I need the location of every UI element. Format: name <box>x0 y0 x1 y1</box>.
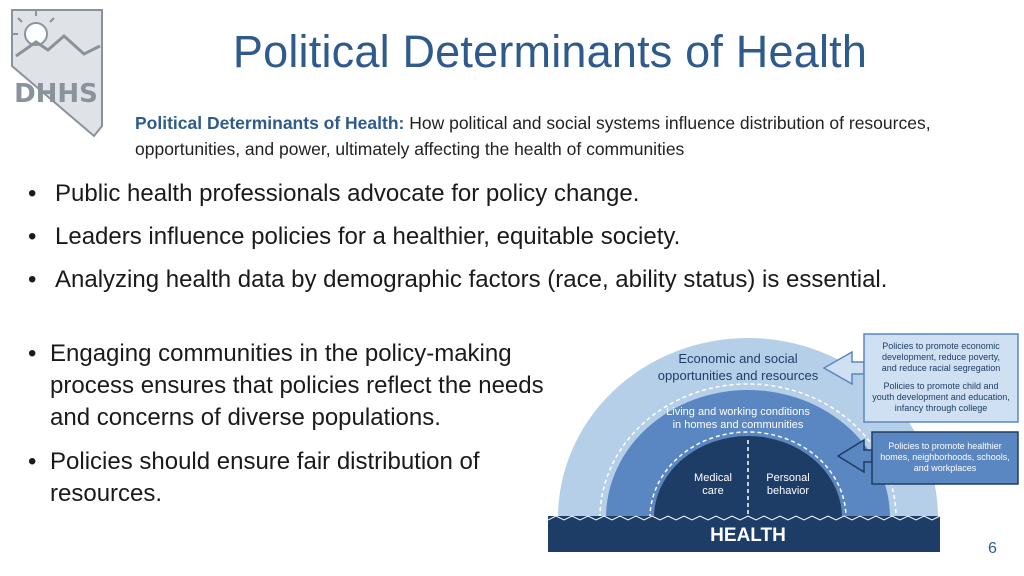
health-label: HEALTH <box>710 525 786 546</box>
inner-right-line1: Personal <box>766 472 810 484</box>
middle-label-line1: Living and working conditions <box>666 406 810 418</box>
bullet-text: Public health professionals advocate for policy change. <box>55 180 640 207</box>
health-determinants-diagram <box>548 330 1022 556</box>
bullet-text: Engaging communities in the policy-making process ensures that policies reflect the needs and concerns of diverse populations. <box>50 340 544 431</box>
policy-text: Policies to promote healthier <box>888 441 1002 451</box>
bullet-list-top <box>28 178 928 307</box>
bullet-item: • Public health professionals advocate for policy change. <box>28 180 640 207</box>
slide-title: Political Determinants of Health <box>232 26 868 77</box>
bullet-item: • Engaging communities in the policy-making process ensures that policies reflect the needs and concerns of diverse populations. <box>28 340 544 431</box>
policy-text: Policies to promote economic <box>882 341 1000 351</box>
policy-text: and workplaces <box>913 463 977 473</box>
inner-right-line2: behavior <box>766 485 810 497</box>
bullet-item: • Analyzing health data by demographic factors (race, ability status) is essential. <box>28 266 888 293</box>
middle-label-line2: in homes and communities <box>672 419 804 431</box>
policy-text: infancy through college <box>894 403 988 413</box>
bullet-item: • Policies should ensure fair distribution of resources. <box>28 448 480 507</box>
inner-left-line1: Medical <box>694 472 732 484</box>
page-number: 6 <box>988 540 997 557</box>
bullet-list-bottom <box>28 338 558 522</box>
bullet-item: • Leaders influence policies for a healthier, equitable society. <box>28 223 681 250</box>
outer-label-line2: opportunities and resources <box>657 368 819 383</box>
policy-text: Policies to promote child and <box>883 381 999 391</box>
bullet-text: Policies should ensure fair distribution of resources. <box>50 448 480 507</box>
definition-body: How political and social systems influence distribution of resources, opportunities, and power, ultimately affecting the health of communities <box>135 113 931 159</box>
policy-text: development, reduce poverty, <box>882 352 1000 362</box>
policy-text: homes, neighborhoods, schools, <box>880 452 1010 462</box>
dhhs-logo <box>6 6 110 138</box>
policy-text: and reduce racial segregation <box>881 363 1001 373</box>
definition-term: Political Determinants of Health: <box>135 113 405 133</box>
bullet-text: Leaders influence policies for a healthier, equitable society. <box>55 223 681 250</box>
definition-text <box>135 110 965 162</box>
logo-lettering: DHHS <box>14 79 98 109</box>
policy-text: youth development and education, <box>872 392 1010 402</box>
inner-left-line2: care <box>702 485 724 497</box>
outer-label-line1: Economic and social <box>678 351 798 366</box>
bullet-text: Analyzing health data by demographic factors (race, ability status) is essential. <box>55 266 888 293</box>
